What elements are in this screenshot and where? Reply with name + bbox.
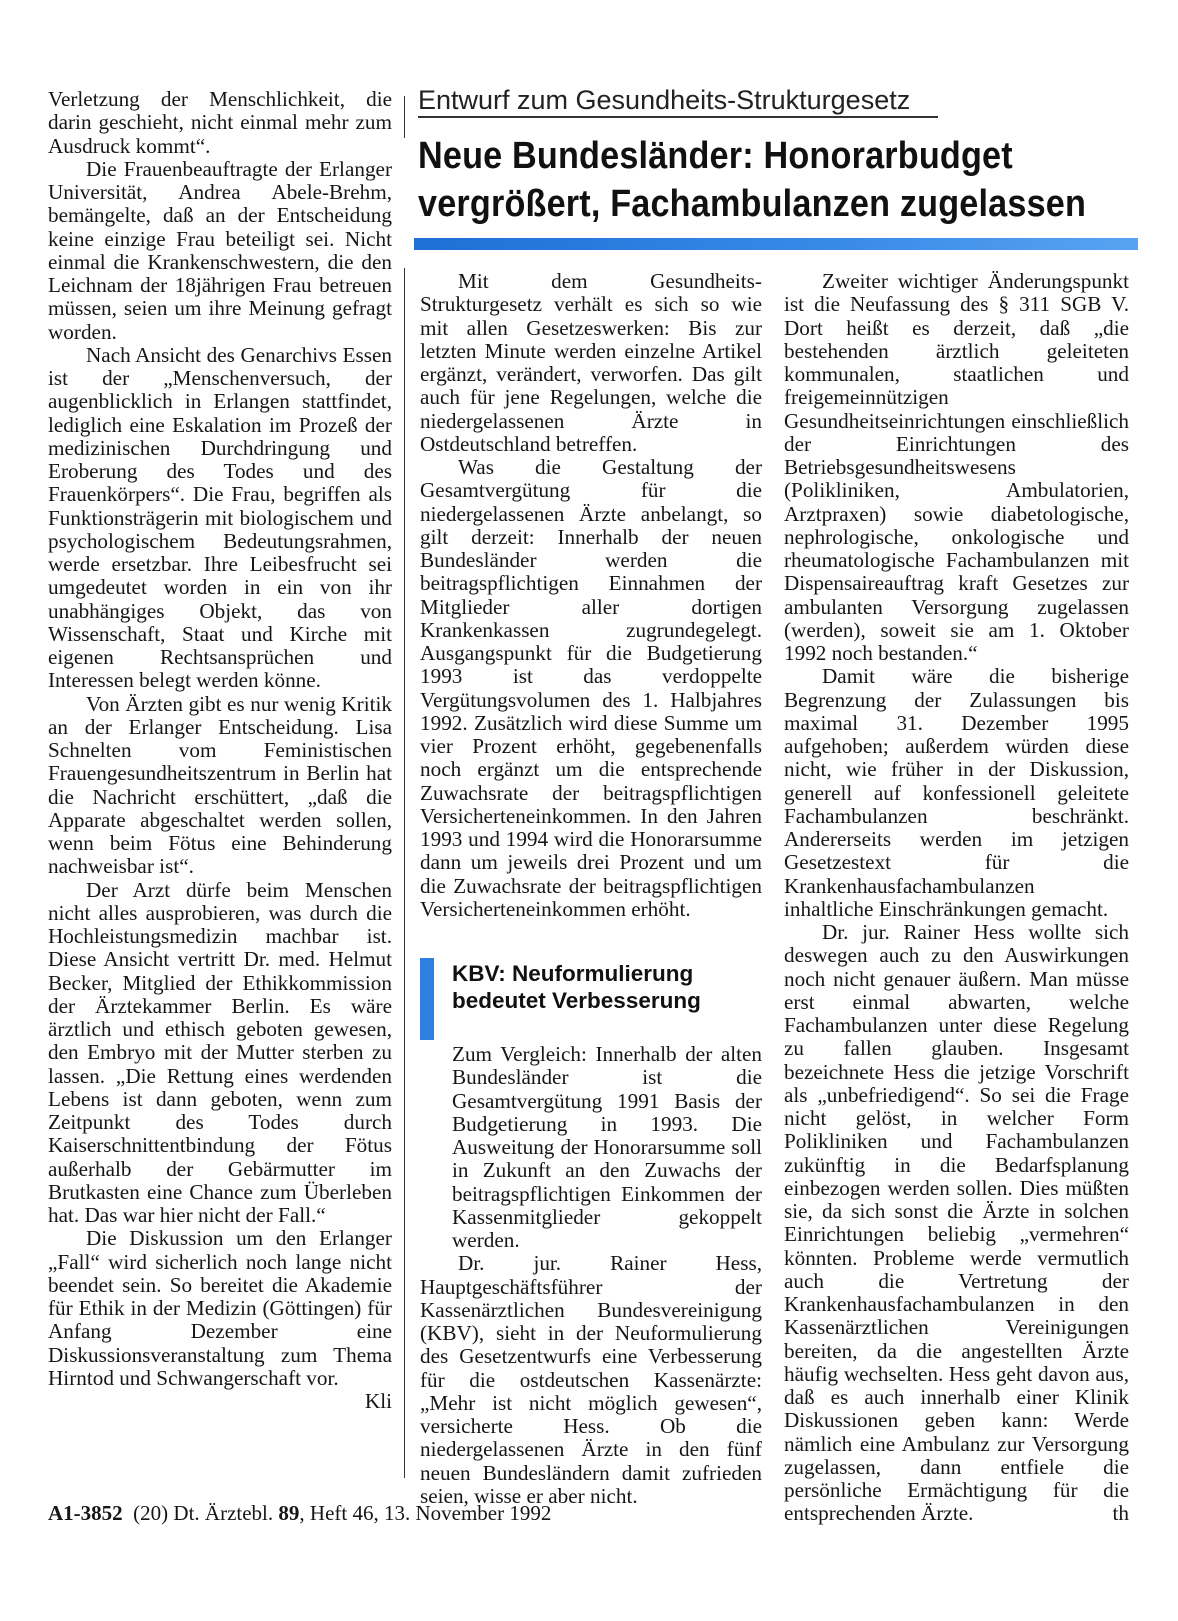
article-headline: [418, 132, 1087, 228]
column-right: [784, 270, 1129, 1526]
page-number: (20): [133, 1501, 169, 1525]
paragraph: Dr. jur. Rainer Hess, Hauptgeschäftsführer der Kassenärztlichen Bundesvereinigung (KBV), sieht in der Neuformulierung des Gesetzentwurfs eine Verbesserung für die ostdeutschen Kassenärzte: „Mehr ist nicht möglich gewesen“, versicherte Hess. Ob die niedergelassenen Ärzte in den fünf neuen Bundesländern damit zufrieden seien, wisse er aber nicht.: [420, 1251, 762, 1508]
paragraph: Die Frauenbeauftragte der Erlanger Universität, Andrea Abele-Brehm, bemängelte, daß an der Entscheidung keine einzige Frau beteiligt sei. Nicht einmal die Krankenschwestern, die den Leichnam der 18jährigen Frau betreuen müssen, seien um ihre Meinung gefragt worden.: [48, 156, 392, 344]
author-signature: Kli: [364, 1389, 392, 1413]
paragraph: Verletzung der Menschlichkeit, die darin geschieht, nicht einmal mehr zum Ausdruck kommt“.: [48, 87, 392, 158]
page-footer: [48, 1501, 551, 1526]
author-signature: th: [1112, 1501, 1129, 1526]
paragraph: Damit wäre die bisherige Begrenzung der Zulassungen bis maximal 31. Dezember 1995 aufgehoben; außerdem würden diese nicht, wie früher in der Diskussion, generell auf konfessionell geleitete Fachambulanzen beschränkt. Andererseits werden im jetzigen Gesetzestext für die Krankenhausfachambulanzen inhaltliche Einschränkungen gemacht.: [784, 664, 1129, 921]
paragraph: Was die Gestaltung der Gesamtvergütung für die niedergelassenen Ärzte anbelangt, so gilt derzeit: Innerhalb der neuen Bundesländer werden die beitragspflichtigen Einnahmen der Mitglieder aller dortigen Krankenkassen zugrundegelegt. Ausgangspunkt für die Budgetierung 1993 ist das verdoppelte Vergütungsvolumen des 1. Halbjahres 1992. Zusätzlich wird diese Summe um vier Prozent erhöht, gegebenenfalls noch ergänzt um die entsprechende Zuwachsrate der beitragspflichtigen Versicherteneinkommen. In den Jahren 1993 und 1994 wird die Honorarsumme dann um jeweils drei Prozent und um die Zuwachsrate der beitragspflichtigen Versicherteneinkommen erhöht.: [420, 455, 762, 921]
paragraph: Mit dem Gesundheits-Strukturgesetz verhält es sich so wie mit allen Gesetzeswerken: Bis zur letzten Minute werden einzelne Artikel ergänzt, verändert, verworfen. Das gilt auch für jene Regelungen, welche die niedergelassenen Ärzte in Ostdeutschland betreffen.: [420, 269, 762, 456]
headline-line: vergrößert, Fachambulanzen zugelassen: [418, 183, 1087, 225]
paragraph: [784, 921, 1129, 1526]
paragraph: Zum Vergleich: Innerhalb der alten Bundesländer ist die Gesamtvergütung 1991 Basis der Budgetierung in 1993. Die Ausweitung der Honorarsumme soll in Zukunft an den Zuwachs der beitragspflichtigen Einkommen der Kassenmitglieder gekoppelt werden.: [452, 1042, 762, 1252]
paragraph: Nach Ansicht des Genarchivs Essen ist der „Menschenversuch, der augenblicklich in Erlangen stattfindet, lediglich eine Eskalation im Prozeß der medizinischen Durchdringung und Eroberung des Todes und des Frauenkörpers“. Die Frau, begriffen als Funktionsträgerin mit biologischem und psychologischem Bedeutungsrahmen, werde ersetzbar. Ihre Leibesfrucht sei umgedeutet worden in ein von ihr unabhängiges Objekt, das von Wissenschaft, Staat und Kirche mit eigenen Rechtsansprüchen und Interessen belegt werden könne.: [48, 342, 392, 693]
journal-name: Dt. Ärztebl.: [173, 1501, 274, 1525]
headline-rule: [414, 238, 1138, 250]
paragraph: Der Arzt dürfe beim Menschen nicht alles ausprobieren, was durch die Hochleistungsmedizin machbar ist. Diese Ansicht vertritt Dr. med. Helmut Becker, Mitglied der Ethikkommission der Ärztekammer Berlin. Es wäre ärztlich und ethisch geboten gewesen, den Embryo mit der Mutter sterben zu lassen. „Die Rettung eines werdenden Lebens ist dann geboten, wenn zum Zeitpunkt des Todes durch Kaiserschnittentbindung der Fötus außerhalb der Gebärmutter im Brutkasten eine Chance zum Überleben hat. Das war hier nicht der Fall.“: [48, 877, 392, 1227]
subheading-block: [420, 958, 762, 1036]
subheading: KBV: Neuformulierung bedeutet Verbesserung: [452, 961, 701, 1013]
journal-volume: 89: [278, 1501, 300, 1525]
column-divider: [404, 268, 405, 1478]
page-code: A1-3852: [48, 1501, 123, 1525]
column-middle: [420, 270, 762, 921]
paragraph: [48, 1226, 392, 1413]
paragraph-text: Dr. jur. Rainer Hess wollte sich deswegen auch zu den Auswirkungen noch nicht genauer äußern. Man müsse erst einmal abwarten, welche Fachambulanzen unter diese Regelung zu fallen glauben. Insgesamt bezeichnete Hess die jetzige Vorschrift als „unbefriedigend“. So sei die Frage nicht gelöst, in welcher Form Polikliniken und Fachambulanzen zukünftig in die Bedarfsplanung einbezogen werden sollen. Dies müßten sie, da sich sonst die Ärzte in solchen Einrichtungen beliebig „vermehren“ könnten. Probleme werde vermutlich auch die Vertretung der Krankenhausfachambulanzen in den Kassenärztlichen Vereinigungen bereiten, da die angestellten Ärzte häufig wechselten. Hess geht davon aus, daß es auch innerhalb einer Klinik Diskussionen geben kann: Werde nämlich eine Ambulanz zur Versorgung zugelassen, dann entfiele die persönliche Ermächtigung für die entsprechenden Ärzte.: [784, 920, 1129, 1526]
paragraph: Zweiter wichtiger Änderungspunkt ist die Neufassung des § 311 SGB V. Dort heißt es derzeit, daß „die bestehenden ärztlich geleiteten kommunalen, staatlichen und freigemeinnützigen Gesundheitseinrichtungen einschließlich der Einrichtungen des Betriebsgesundheitswesens (Polikliniken, Ambulatorien, Arztpraxen) sowie diabetologische, nephrologische, onkologische und rheumatologische Fachambulanzen mit Dispensaireauftrag kraft Gesetzes zur ambulanten Versorgung zugelassen (werden), soweit sie am 1. Oktober 1992 noch bestanden.“: [784, 269, 1129, 665]
journal-issue: , Heft 46, 13. November 1992: [299, 1501, 552, 1525]
paragraph: Von Ärzten gibt es nur wenig Kritik an der Erlanger Entscheidung. Lisa Schnelten vom Feministischen Frauengesundheitszentrum in Berlin hat die Nachricht erschüttert, „daß die Apparate abgeschaltet werden sollen, wenn beim Fötus eine Behinderung nachweisbar ist“.: [48, 691, 392, 879]
subheading-accent-bar: [420, 958, 434, 1040]
paragraph-text: Die Diskussion um den Erlanger „Fall“ wird sicherlich noch lange nicht beendet sein. So bereitet die Akademie für Ethik in der Medizin (Göttingen) für Anfang Dezember eine Diskussionsveranstaltung zum Thema Hirntod und Schwangerschaft vor.: [48, 1226, 392, 1390]
column-middle-continued: [420, 1043, 762, 1508]
headline-line: Neue Bundesländer: Honorarbudget: [418, 135, 1013, 177]
article-kicker: Entwurf zum Gesundheits-Strukturgesetz: [418, 84, 938, 118]
column-divider: [404, 96, 405, 138]
column-left: [48, 88, 392, 1413]
